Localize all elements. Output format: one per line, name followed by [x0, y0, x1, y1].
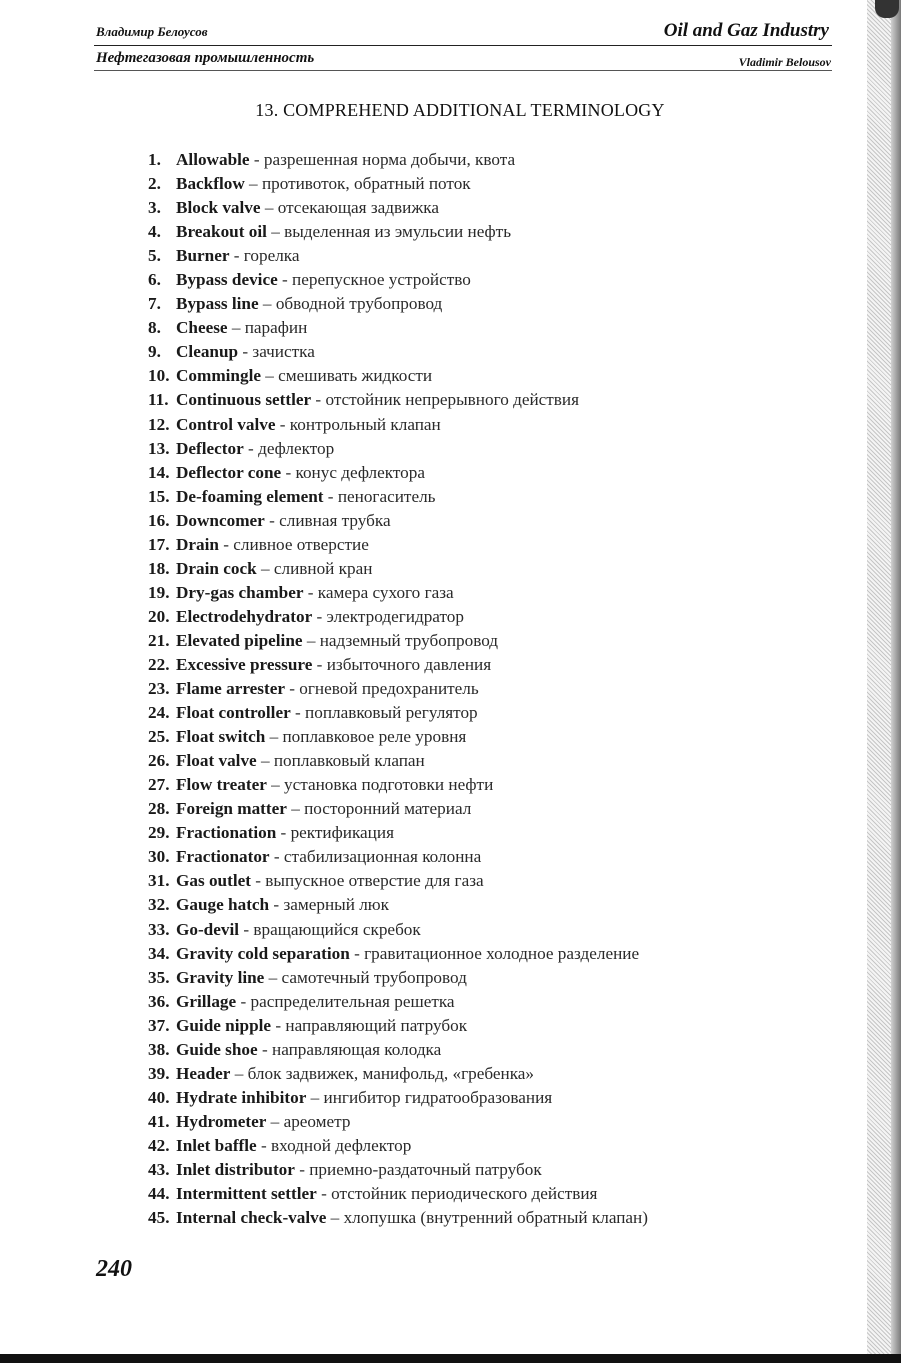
term-separator: –	[302, 630, 320, 650]
terminology-list	[148, 148, 838, 1230]
term-separator: -	[269, 847, 284, 867]
term-item	[148, 725, 838, 749]
term-separator: -	[311, 390, 326, 410]
term-item	[148, 797, 838, 821]
header-title-ru: Нефтегазовая промышленность	[96, 50, 315, 66]
term-separator: -	[277, 270, 293, 290]
term-separator: -	[250, 871, 266, 891]
term-separator: -	[218, 534, 234, 554]
term-number: 34.	[148, 943, 170, 963]
term-name: Allowable	[176, 150, 250, 169]
term-number: 33.	[148, 919, 170, 939]
term-name: Guide nipple	[176, 1015, 272, 1035]
term-separator: -	[271, 1015, 286, 1035]
term-separator: –	[244, 174, 262, 194]
term-item	[148, 845, 838, 869]
term-item	[148, 990, 838, 1014]
term-definition: приемно-раздаточный патрубок	[309, 1159, 542, 1179]
term-name: Excessive pressure	[176, 654, 313, 674]
term-item	[148, 196, 838, 220]
term-separator: -	[281, 462, 296, 482]
term-definition: направляющая колодка	[272, 1039, 442, 1059]
term-number: 11.	[148, 390, 169, 410]
term-separator: -	[229, 246, 244, 266]
term-definition: противоток, обратный поток	[261, 174, 471, 194]
term-name: Go-devil	[176, 919, 240, 939]
term-definition: отстойник периодического действия	[331, 1184, 598, 1204]
term-name: Drain cock	[176, 558, 257, 578]
term-definition: разрешенная норма добычи, квота	[263, 150, 516, 169]
term-separator: -	[256, 1135, 272, 1155]
term-definition: поплавковое реле уровня	[282, 727, 467, 747]
term-separator: –	[256, 558, 274, 578]
term-definition: избыточного давления	[326, 654, 492, 674]
term-item	[148, 461, 838, 485]
term-item	[148, 340, 838, 364]
term-definition: замерный люк	[283, 895, 389, 915]
term-name: Downcomer	[176, 510, 265, 530]
term-definition: выделенная из эмульсии нефть	[284, 222, 512, 242]
term-definition: горелка	[243, 246, 300, 266]
term-number: 42.	[148, 1135, 170, 1155]
term-definition: установка подготовки нефти	[284, 775, 494, 795]
term-number: 6.	[148, 270, 161, 290]
term-name: Guide shoe	[176, 1039, 258, 1059]
term-number: 35.	[148, 967, 170, 987]
term-separator: -	[243, 438, 259, 458]
term-definition: обводной трубопровод	[275, 294, 443, 314]
term-name: Drain	[176, 534, 219, 554]
term-separator: -	[316, 1184, 332, 1204]
term-item	[148, 653, 838, 677]
term-separator: -	[284, 679, 300, 699]
term-number: 36.	[148, 991, 170, 1011]
term-number: 40.	[148, 1087, 170, 1107]
term-separator: -	[294, 1159, 310, 1179]
term-item	[148, 629, 838, 653]
term-name: Fractionation	[176, 823, 277, 843]
term-name: Flame arrester	[176, 679, 285, 699]
term-name: Commingle	[176, 366, 261, 386]
term-name: Deflector	[176, 438, 244, 458]
term-number: 23.	[148, 679, 170, 699]
term-name: Float controller	[176, 703, 291, 723]
term-name: Block valve	[176, 198, 261, 218]
term-separator: -	[323, 486, 338, 506]
term-item	[148, 364, 838, 388]
term-name: Gauge hatch	[176, 895, 270, 915]
term-definition: поплавковый клапан	[273, 751, 425, 771]
term-item	[148, 485, 838, 509]
term-definition: гравитационное холодное разделение	[364, 943, 640, 963]
term-item	[148, 701, 838, 725]
term-number: 13.	[148, 438, 170, 458]
term-number: 8.	[148, 318, 161, 338]
term-item	[148, 869, 838, 893]
term-separator: –	[260, 198, 278, 218]
term-number: 2.	[148, 174, 161, 194]
term-number: 18.	[148, 558, 170, 578]
term-item	[148, 437, 838, 461]
term-definition: входной дефлектор	[271, 1135, 412, 1155]
term-definition: дефлектор	[258, 438, 335, 458]
term-separator: -	[290, 703, 306, 723]
term-separator: -	[349, 943, 365, 963]
term-definition: ингибитор гидратообразования	[323, 1087, 553, 1107]
term-item	[148, 1062, 838, 1086]
term-name: Gravity line	[176, 967, 265, 987]
term-number: 27.	[148, 775, 170, 795]
term-separator: -	[238, 342, 253, 362]
term-number: 31.	[148, 871, 170, 891]
term-name: Deflector cone	[176, 462, 282, 482]
term-item	[148, 292, 838, 316]
term-item	[148, 749, 838, 773]
term-name: Flow treater	[176, 775, 267, 795]
term-number: 45.	[148, 1208, 170, 1228]
term-item	[148, 172, 838, 196]
term-definition: сливное отверстие	[233, 534, 369, 554]
term-item	[148, 605, 838, 629]
term-definition: выпускное отверстие для газа	[265, 871, 484, 891]
term-number: 38.	[148, 1039, 170, 1059]
term-item	[148, 557, 838, 581]
term-number: 43.	[148, 1159, 170, 1179]
term-item	[148, 1134, 838, 1158]
term-name: Gas outlet	[176, 871, 251, 891]
term-item	[148, 316, 838, 340]
term-item	[148, 773, 838, 797]
term-number: 16.	[148, 510, 170, 530]
term-name: Float valve	[176, 751, 257, 771]
term-separator: –	[266, 1111, 284, 1131]
term-item	[148, 893, 838, 917]
term-name: Grillage	[176, 991, 237, 1011]
term-number: 28.	[148, 799, 170, 819]
term-item	[148, 1110, 838, 1134]
term-number: 4.	[148, 222, 161, 242]
term-definition: направляющий патрубок	[285, 1015, 468, 1035]
term-name: Continuous settler	[176, 390, 312, 410]
term-definition: хлопушка (внутренний обратный клапан)	[343, 1208, 648, 1228]
term-name: Burner	[176, 246, 230, 266]
term-name: Hydrate inhibitor	[176, 1087, 307, 1107]
scan-corner-mark	[875, 0, 899, 18]
term-definition: конус дефлектора	[295, 462, 425, 482]
header-author-en: Vladimir Belousov	[738, 55, 831, 69]
term-name: Inlet baffle	[176, 1135, 257, 1155]
term-name: De-foaming element	[176, 486, 324, 506]
term-number: 32.	[148, 895, 170, 915]
term-number: 3.	[148, 198, 161, 218]
header-title-en: Oil and Gaz Industry	[663, 20, 829, 41]
term-item	[148, 966, 838, 990]
term-name: Fractionator	[176, 847, 270, 867]
term-name: Header	[176, 1063, 231, 1083]
term-separator: –	[265, 727, 283, 747]
term-number: 29.	[148, 823, 170, 843]
term-name: Internal check-valve	[176, 1208, 327, 1228]
term-definition: блок задвижек, манифольд, «гребенка»	[247, 1063, 535, 1083]
term-name: Cheese	[176, 318, 228, 338]
term-number: 39.	[148, 1063, 170, 1083]
term-name: Electrodehydrator	[176, 606, 313, 626]
term-definition: поплавковый регулятор	[305, 703, 478, 723]
term-name: Foreign matter	[176, 799, 287, 819]
term-item	[148, 509, 838, 533]
term-separator: –	[260, 366, 279, 386]
term-definition: сливной кран	[273, 558, 373, 578]
term-definition: стабилизационная колонна	[283, 847, 482, 867]
term-number: 26.	[148, 751, 170, 771]
term-definition: отсекающая задвижка	[277, 198, 439, 218]
term-number: 1.	[148, 150, 161, 169]
term-item	[148, 1014, 838, 1038]
term-separator: –	[306, 1087, 324, 1107]
term-number: 41.	[148, 1111, 170, 1131]
term-definition: зачистка	[252, 342, 315, 362]
term-item	[148, 1086, 838, 1110]
term-separator: -	[312, 606, 327, 626]
term-separator: –	[256, 751, 274, 771]
term-name: Bypass device	[176, 270, 278, 290]
term-definition: смешивать жидкости	[278, 366, 433, 386]
term-separator: -	[249, 150, 264, 169]
term-item	[148, 1158, 838, 1182]
term-separator: -	[303, 582, 318, 602]
term-item	[148, 244, 838, 268]
term-item	[148, 918, 838, 942]
term-definition: ректификация	[290, 823, 394, 843]
term-definition: отстойник непрерывного действия	[325, 390, 580, 410]
term-number: 37.	[148, 1015, 170, 1035]
term-number: 30.	[148, 847, 170, 867]
term-definition: самотечный трубопровод	[281, 967, 467, 987]
term-item	[148, 148, 838, 172]
term-separator: -	[257, 1039, 272, 1059]
term-definition: огневой предохранитель	[299, 679, 479, 699]
section-title: 13. COMPREHEND ADDITIONAL TERMINOLOGY	[255, 100, 665, 120]
term-separator: –	[266, 775, 285, 795]
term-name: Inlet distributor	[176, 1159, 295, 1179]
term-separator: –	[264, 967, 282, 987]
term-number: 15.	[148, 486, 170, 506]
term-definition: распределительная решетка	[250, 991, 455, 1011]
term-name: Cleanup	[176, 342, 239, 362]
term-item	[148, 388, 838, 412]
term-separator: -	[269, 895, 284, 915]
term-number: 5.	[148, 246, 161, 266]
term-name: Control valve	[176, 414, 276, 434]
term-number: 44.	[148, 1184, 170, 1204]
term-definition: посторонний материал	[304, 799, 472, 819]
term-name: Hydrometer	[176, 1111, 267, 1131]
term-definition: сливная трубка	[279, 510, 391, 530]
term-separator: –	[227, 318, 245, 338]
header-author-ru: Владимир Белоусов	[96, 24, 208, 39]
term-number: 20.	[148, 606, 170, 626]
term-separator: –	[230, 1063, 248, 1083]
term-number: 17.	[148, 534, 170, 554]
term-name: Backflow	[176, 174, 245, 194]
page-number: 240	[96, 1256, 132, 1282]
term-definition: перепускное устройство	[292, 270, 471, 290]
term-number: 9.	[148, 342, 161, 362]
term-definition: пеногаситель	[337, 486, 436, 506]
term-separator: –	[286, 799, 305, 819]
term-definition: парафин	[244, 318, 308, 338]
term-name: Gravity cold separation	[176, 943, 350, 963]
term-number: 14.	[148, 462, 170, 482]
term-item	[148, 1182, 838, 1206]
term-definition: надземный трубопровод	[319, 630, 499, 650]
header-rule-top	[94, 45, 832, 46]
term-item	[148, 533, 838, 557]
term-item	[148, 1038, 838, 1062]
term-number: 21.	[148, 630, 170, 650]
header-rule-bottom	[94, 70, 832, 71]
term-number: 10.	[148, 366, 170, 386]
term-name: Intermittent settler	[176, 1184, 317, 1204]
term-number: 19.	[148, 582, 170, 602]
term-separator: -	[276, 823, 291, 843]
term-definition: ареометр	[283, 1111, 351, 1131]
term-name: Float switch	[176, 727, 266, 747]
term-number: 25.	[148, 727, 170, 747]
term-item	[148, 677, 838, 701]
term-item	[148, 268, 838, 292]
term-item	[148, 942, 838, 966]
term-separator: -	[275, 414, 290, 434]
term-definition: вращающийся скребок	[253, 919, 421, 939]
term-separator: –	[258, 294, 276, 314]
term-separator: –	[326, 1208, 344, 1228]
term-item	[148, 1206, 838, 1230]
term-definition: электродегидратор	[326, 606, 464, 626]
page-edge-dark-band	[891, 0, 901, 1363]
term-item	[148, 413, 838, 437]
term-number: 24.	[148, 703, 170, 723]
term-number: 12.	[148, 414, 170, 434]
term-separator: -	[312, 654, 327, 674]
term-separator: -	[236, 991, 251, 1011]
scan-bottom-edge	[0, 1354, 901, 1363]
term-name: Bypass line	[176, 294, 259, 314]
term-item	[148, 581, 838, 605]
term-number: 7.	[148, 294, 161, 314]
term-name: Dry-gas chamber	[176, 582, 304, 602]
term-name: Elevated pipeline	[176, 630, 303, 650]
term-name: Breakout oil	[176, 222, 267, 242]
term-separator: -	[264, 510, 280, 530]
term-separator: –	[266, 222, 285, 242]
term-definition: камера сухого газа	[317, 582, 454, 602]
term-number: 22.	[148, 654, 170, 674]
term-item	[148, 220, 838, 244]
term-separator: -	[239, 919, 254, 939]
term-item	[148, 821, 838, 845]
term-definition: контрольный клапан	[289, 414, 441, 434]
